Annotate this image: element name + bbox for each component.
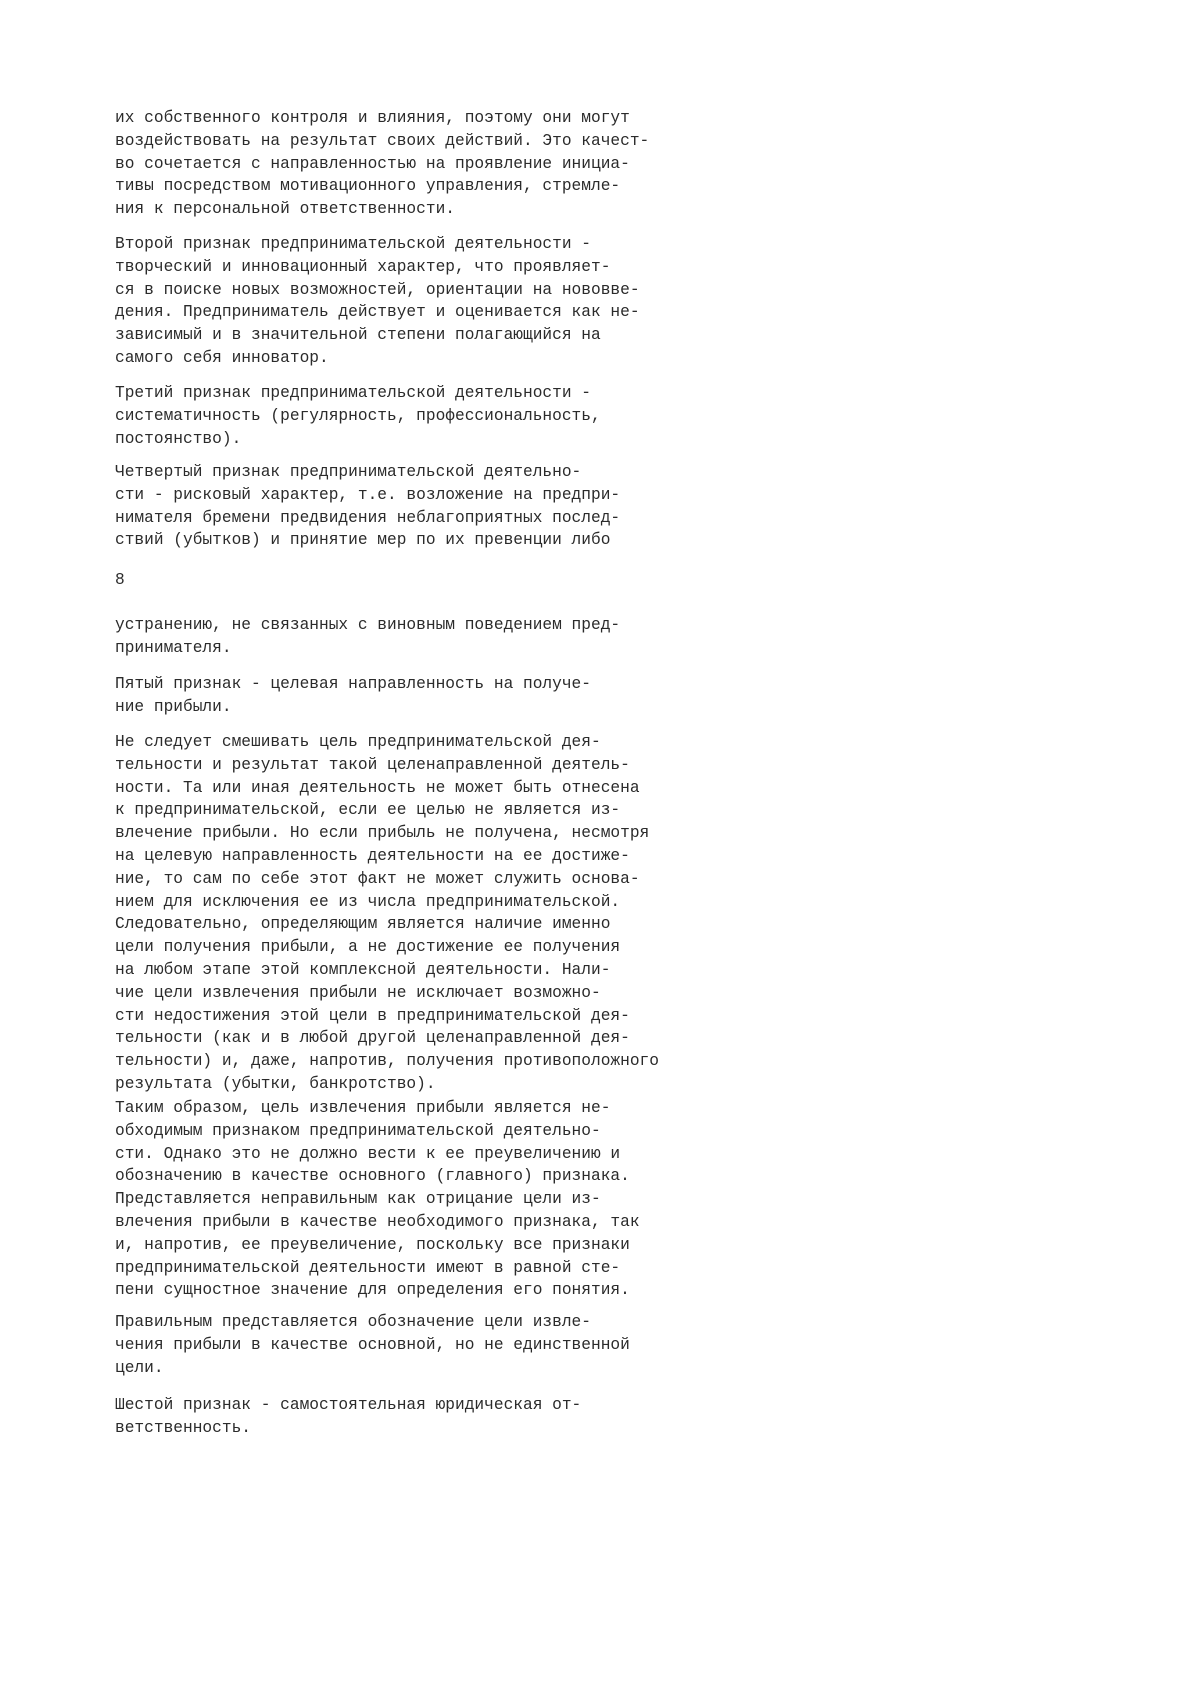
- paragraph-fourth-sign: Четвертый признак предпринимательской деятельно- сти - рисковый характер, т.е. возложение на предпри- нимателя бремени предвидения неблагоприятных послед- ствий (убытков) и принятие мер по их превенции либо: [115, 463, 621, 550]
- paragraph-sixth-sign: Шестой признак - самостоятельная юридическая от- ветственность.: [115, 1396, 582, 1437]
- paragraph-main-goal: Правильным представляется обозначение цели извле- чения прибыли в качестве основной, но не единственной цели.: [115, 1313, 630, 1377]
- paragraph-fifth-sign: Пятый признак - целевая направленность на получе- ние прибыли.: [115, 675, 591, 716]
- paragraph-conclusion: Таким образом, цель извлечения прибыли является не- обходимым признаком предпринимательской деятельно- сти. Однако это не должно вести к ее преувеличению и обозначению в качестве основного (главного) признака. Представляется неправильным как отрицание цели из- влечения прибыли в качестве необходимого признака, так и, напротив, ее преувеличение, поскольку все признаки предпринимательской деятельности имеют в равной сте- пени сущностное значение для определения его понятия.: [115, 1099, 640, 1300]
- page-number: 8: [115, 571, 125, 589]
- paragraph-fourth-sign-continued: устранению, не связанных с виновным поведением пред- принимателя.: [115, 616, 621, 657]
- paragraph-second-sign: Второй признак предпринимательской деятельности - творческий и инновационный характер, что проявляет- ся в поиске новых возможностей, ориентации на нововве- дения. Предприниматель действует и оценивается как не- зависимый и в значительной степени полагающийся на самого себя инноватор.: [115, 235, 640, 367]
- paragraph-third-sign: Третий признак предпринимательской деятельности - систематичность (регулярность, профессиональность, постоянство).: [115, 384, 601, 448]
- paragraph-initiative: их собственного контроля и влияния, поэтому они могут воздействовать на результат своих действий. Это качест- во сочетается с направленностью на проявление инициа- тивы посредством мотивационного управления, стремле- ния к персональной ответственности.: [115, 109, 650, 219]
- paragraph-profit-goal: Не следует смешивать цель предпринимательской дея- тельности и результат такой целенаправленной деятель- ности. Та или иная деятельность не может быть отнесена к предпринимательской, если ее целью не является из- влечение прибыли. Но если прибыль не получена, несмотря на целевую направленность деятельности на ее достиже- ние, то сам по себе этот факт не может служить основа- нием для исключения ее из числа предпринимательской. Следовательно, определяющим является наличие именно цели получения прибыли, а не достижение ее получения на любом этапе этой комплексной деятельности. Нали- чие цели извлечения прибыли не исключает возможно- сти недостижения этой цели в предпринимательской дея- тельности (как и в любой другой целенаправленной дея- тельности) и, даже, напротив, получения противоположного результата (убытки, банкротство).: [115, 733, 659, 1093]
